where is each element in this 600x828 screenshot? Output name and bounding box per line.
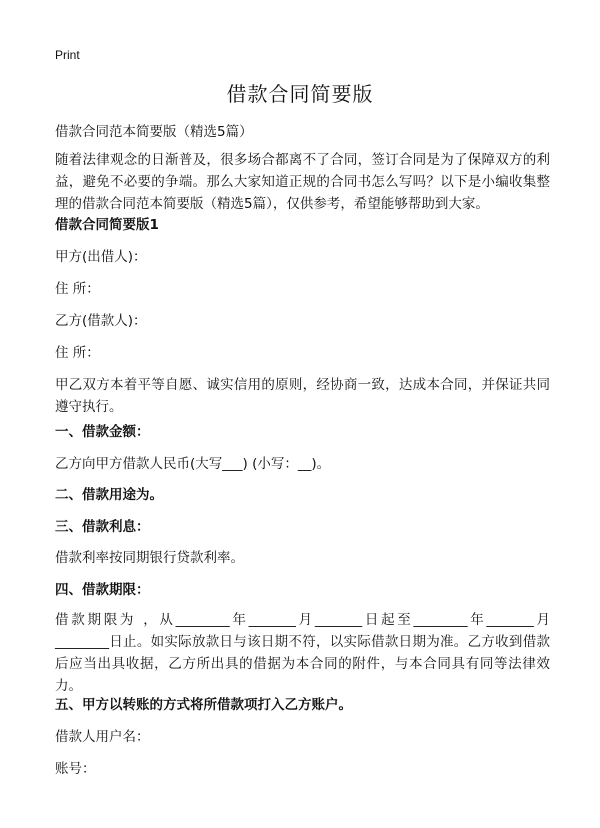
clause-3-text: 借款利率按同期银行贷款利率。 bbox=[55, 550, 244, 566]
document-subtitle: 借款合同范本简要版（精选5篇） bbox=[55, 124, 253, 140]
agreement-paragraph: 甲乙双方本着平等自愿、诚实信用的原则，经协商一致，达成本合同，并保证共同遵守执行。 bbox=[55, 377, 550, 415]
intro-paragraph: 随着法律观念的日渐普及，很多场合都离不了合同，签订合同是为了保障双方的利益，避免不必要的争端。那么大家知道正规的合同书怎么写吗？以下是小编收集整理的借款合同范本简要版（精选5篇），仅供参考，希望能够帮助到大家。 bbox=[55, 152, 550, 212]
clause-1-heading: 一、借款金额： bbox=[55, 424, 150, 440]
party-a-label: 甲方(出借人)： bbox=[55, 249, 147, 265]
document-title: 借款合同简要版 bbox=[226, 82, 374, 106]
party-b-label: 乙方(借款人)： bbox=[55, 313, 147, 329]
party-b-address-label: 住 所： bbox=[55, 345, 100, 361]
party-a-address-label: 住 所： bbox=[55, 281, 100, 297]
clause-5-heading: 五、甲方以转账的方式将所借款项打入乙方账户。 bbox=[55, 697, 352, 713]
account-number-label: 账号： bbox=[55, 761, 96, 777]
clause-4-heading: 四、借款期限： bbox=[55, 582, 150, 598]
clause-2-heading: 二、借款用途为。 bbox=[55, 487, 163, 503]
clause-1-text: 乙方向甲方借款人民币(大写___) (小写：__)。 bbox=[55, 456, 331, 472]
clause-3-heading: 三、借款利息： bbox=[55, 519, 150, 535]
section-heading: 借款合同简要版1 bbox=[55, 217, 159, 233]
account-name-label: 借款人用户名： bbox=[55, 729, 150, 745]
clause-4-text: 借款期限为 ，从________年_______月_______日起至________年_______月________日止。如实际放款日与该日期不符，以实际借款日期为准。乙方收到借款后应当出具收据，乙方所出具的借据为本合同的附件，与本合同具有同等法律效力。 bbox=[55, 612, 550, 694]
print-link[interactable]: Print bbox=[55, 48, 80, 62]
